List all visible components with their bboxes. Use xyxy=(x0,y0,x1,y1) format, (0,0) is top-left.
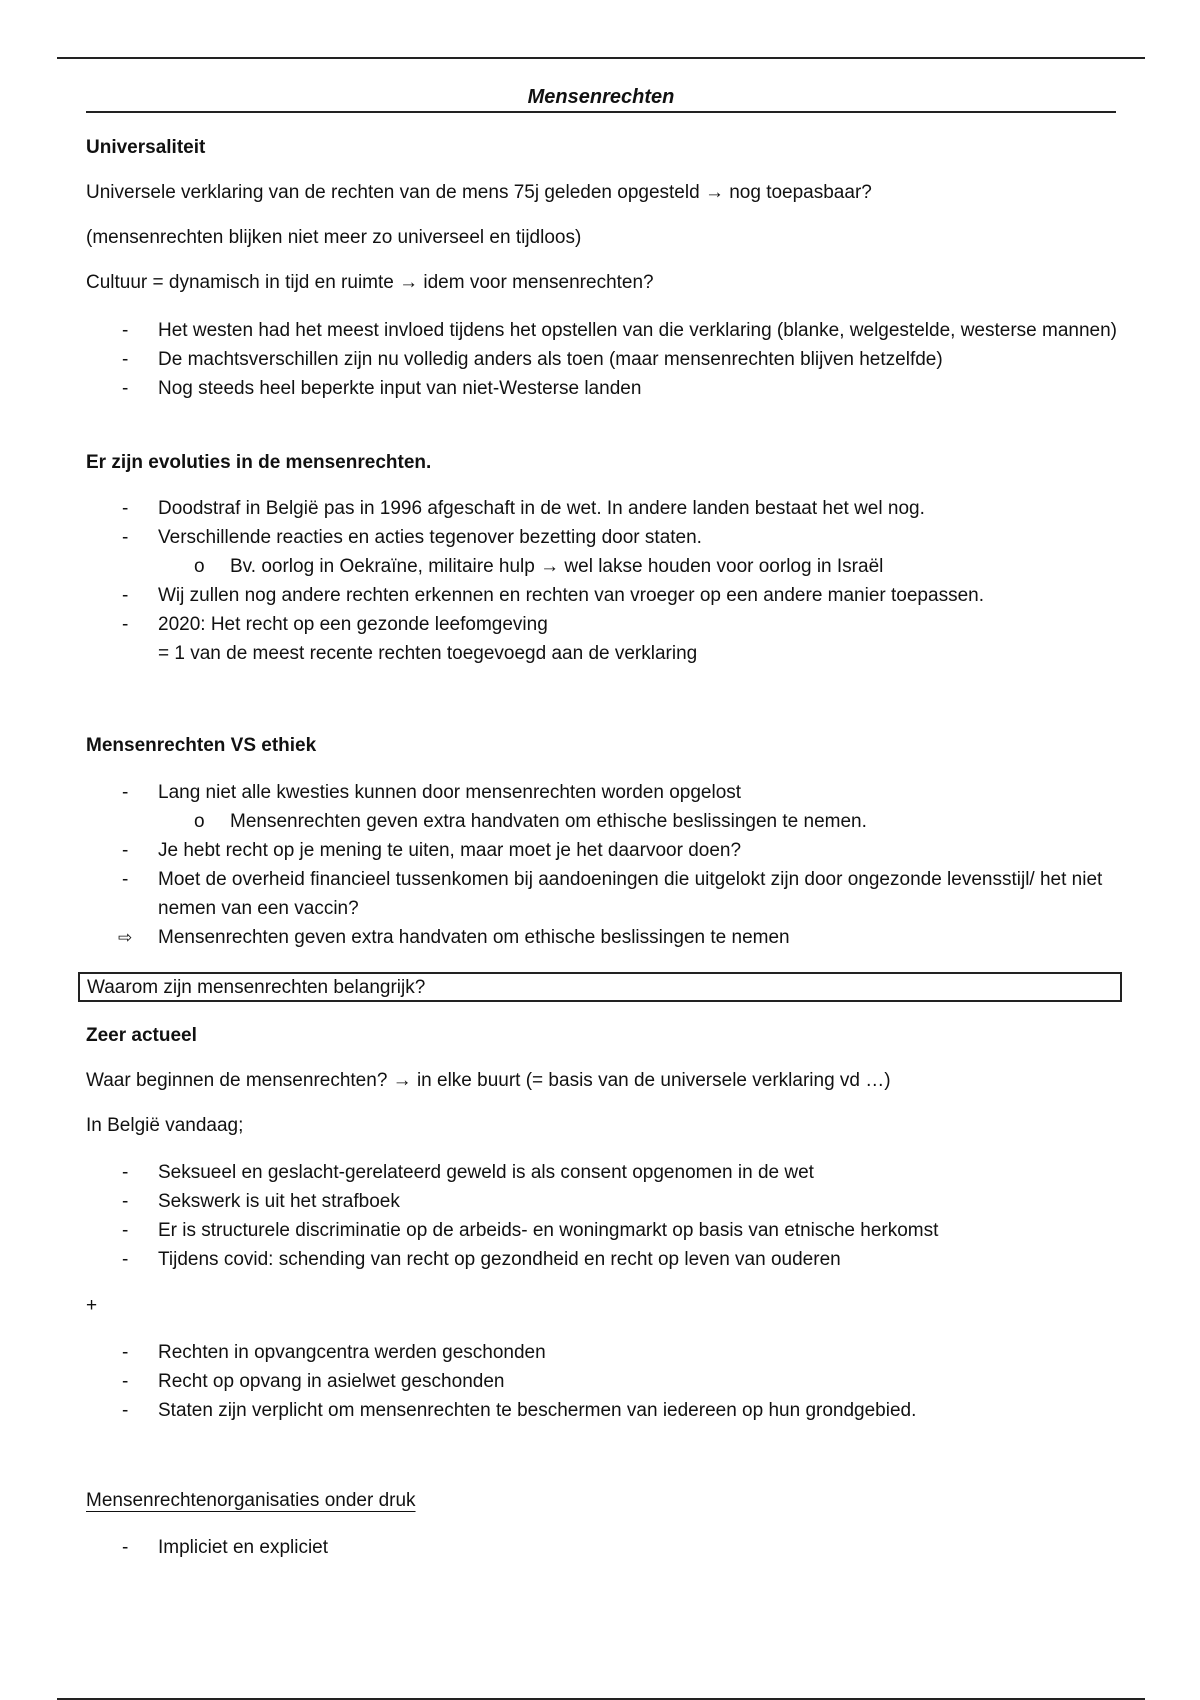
sub-list-item: o Bv. oorlog in Oekraïne, militaire hulp → wel lakse houden voor oorlog in Israël xyxy=(158,552,1126,581)
bullet-list xyxy=(86,316,1126,403)
sub-list xyxy=(158,807,1126,836)
list-item xyxy=(86,523,1126,581)
bullet-list xyxy=(86,494,1126,668)
list-item: - Je hebt recht op je mening te uiten, maar moet je het daarvoor doen? xyxy=(86,836,1126,865)
paragraph: (mensenrechten blijken niet meer zo universeel en tijdloos) xyxy=(86,227,582,248)
top-rule xyxy=(57,57,1145,59)
list-item: - Tijdens covid: schending van recht op gezondheid en recht op leven van ouderen xyxy=(86,1245,1126,1274)
list-item: - Wij zullen nog andere rechten erkennen en rechten van vroeger op een andere manier toepassen. xyxy=(86,581,1126,610)
list-item: - Impliciet en expliciet xyxy=(86,1533,1126,1562)
list-item xyxy=(86,778,1126,836)
sub-list-item: o Mensenrechten geven extra handvaten om ethische beslissingen te nemen. xyxy=(158,807,1126,836)
paragraph: In België vandaag; xyxy=(86,1115,244,1136)
paragraph: Cultuur = dynamisch in tijd en ruimte → idem voor mensenrechten? xyxy=(86,272,654,293)
list-item: - Sekswerk is uit het strafboek xyxy=(86,1187,1126,1216)
list-item: - Seksueel en geslacht-gerelateerd geweld is als consent opgenomen in de wet xyxy=(86,1158,1126,1187)
bullet-list xyxy=(86,778,1126,952)
sub-list xyxy=(158,552,1126,581)
page-title: Mensenrechten xyxy=(86,86,1116,113)
list-item: - Er is structurele discriminatie op de arbeids- en woningmarkt op basis van etnische herkomst xyxy=(86,1216,1126,1245)
paragraph: Universele verklaring van de rechten van de mens 75j geleden opgesteld → nog toepasbaar? xyxy=(86,182,872,203)
list-item: - Rechten in opvangcentra werden geschonden xyxy=(86,1338,1126,1367)
conclusion-item: ⇨ Mensenrechten geven extra handvaten om ethische beslissingen te nemen xyxy=(86,923,1126,952)
list-item xyxy=(86,610,1126,668)
heading-universaliteit: Universaliteit xyxy=(86,137,206,158)
bullet-list xyxy=(86,1338,1126,1425)
list-item: - Moet de overheid financieel tussenkomen bij aandoeningen die uitgelokt zijn door ongezonde levensstijl/ het niet nemen van een vaccin? xyxy=(86,865,1126,923)
list-item: - Doodstraf in België pas in 1996 afgeschaft in de wet. In andere landen bestaat het wel nog. xyxy=(86,494,1126,523)
paragraph: Waar beginnen de mensenrechten? → in elke buurt (= basis van de universele verklaring vd …) xyxy=(86,1070,891,1091)
heading-zeer-actueel: Zeer actueel xyxy=(86,1025,197,1046)
list-item: - Staten zijn verplicht om mensenrechten te beschermen van iedereen op hun grondgebied. xyxy=(86,1396,1126,1425)
plus-sign: + xyxy=(86,1295,98,1316)
list-item: - Recht op opvang in asielwet geschonden xyxy=(86,1367,1126,1396)
list-item-text: 2020: Het recht op een gezonde leefomgeving xyxy=(158,614,548,635)
heading-evoluties: Er zijn evoluties in de mensenrechten. xyxy=(86,452,432,473)
list-item: - De machtsverschillen zijn nu volledig anders als toen (maar mensenrechten blijven hetzelfde) xyxy=(86,345,1126,374)
list-item: - Nog steeds heel beperkte input van niet-Westerse landen xyxy=(86,374,1126,403)
heading-organisaties: Mensenrechtenorganisaties onder druk xyxy=(86,1490,416,1511)
bullet-list xyxy=(86,1533,1126,1562)
heading-ethiek: Mensenrechten VS ethiek xyxy=(86,735,317,756)
bullet-list xyxy=(86,1158,1126,1274)
list-item: - Het westen had het meest invloed tijdens het opstellen van die verklaring (blanke, welgestelde, westerse mannen) xyxy=(86,316,1126,345)
boxed-heading: Waarom zijn mensenrechten belangrijk? xyxy=(78,972,1122,1002)
list-item-text: Lang niet alle kwesties kunnen door mensenrechten worden opgelost xyxy=(158,782,742,803)
list-item-text: Verschillende reacties en acties tegenover bezetting door staten. xyxy=(158,527,702,548)
list-item-text: = 1 van de meest recente rechten toegevoegd aan de verklaring xyxy=(158,643,698,664)
